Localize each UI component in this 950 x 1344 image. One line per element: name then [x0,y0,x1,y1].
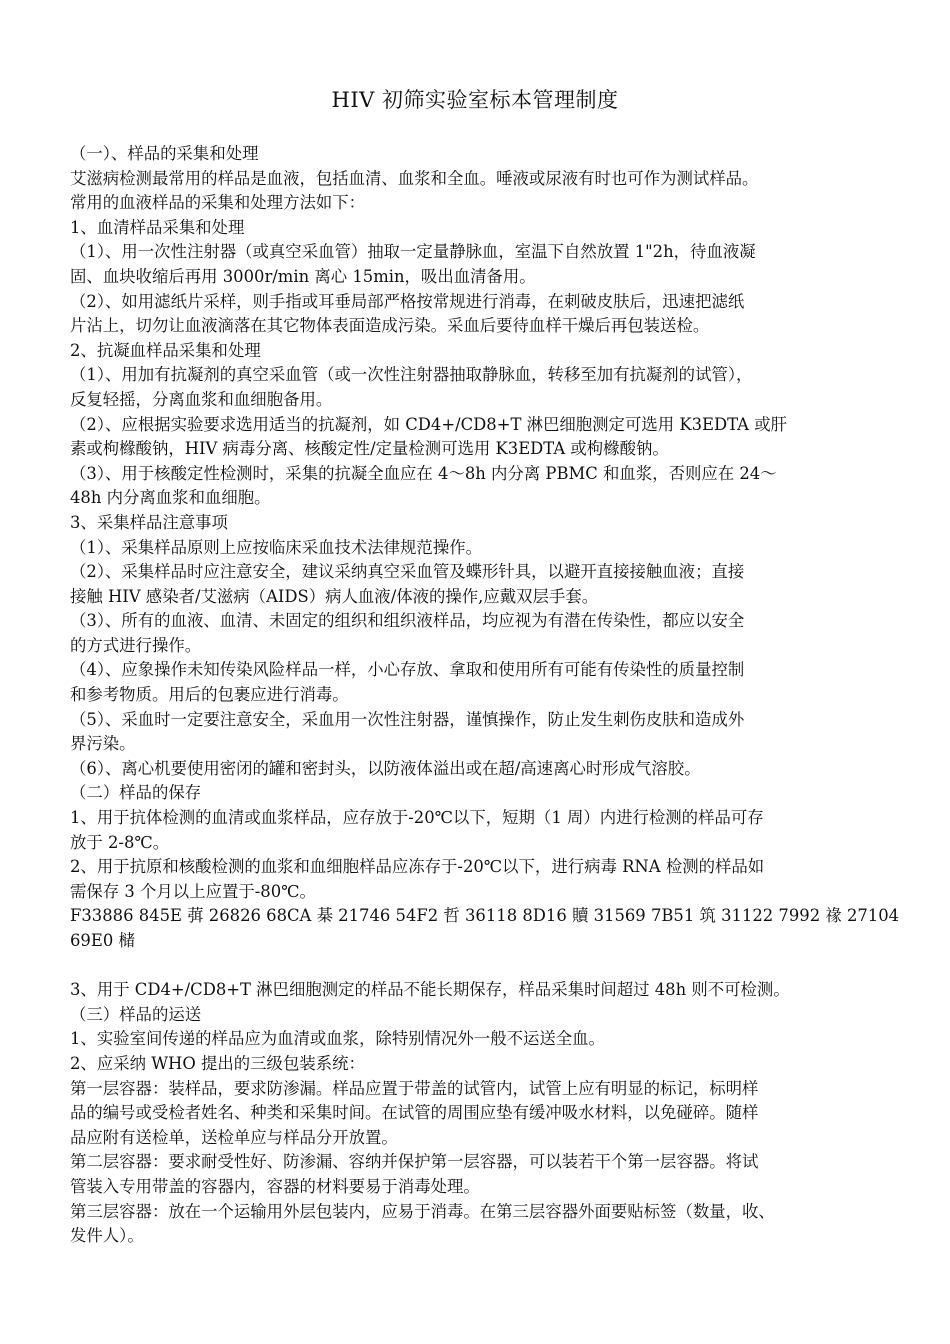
text-line: （1）、采集样品原则上应按临床采血技术法律规范操作。 [70,537,482,557]
text-line: 常用的血液样品的采集和处理方法如下： [70,193,366,213]
text-line: （1）、用加有抗凝剂的真空采血管（或一次性注射器抽取静脉血，转移至加有抗凝剂的试管）， [70,365,753,385]
text-line: 和参考物质。用后的包裹应进行消毒。 [70,685,349,705]
text-line: 2、抗凝血样品采集和处理 [70,340,261,360]
text-line: 48h 内分离血浆和血细胞。 [70,488,271,508]
text-line: 艾滋病检测最常用的样品是血液，包括血清、血浆和全血。唾液或尿液有时也可作为测试样品。 [70,168,759,188]
text-line: 的方式进行操作。 [70,635,202,655]
text-line: 3、采集样品注意事项 [70,512,228,532]
text-line: （一）、样品的采集和处理 [70,144,259,163]
text-line: （4）、应象操作未知传染风险样品一样，小心存放、拿取和使用所有可能有传染性的质量控制 [70,660,745,680]
text-line: 品应附有送检单，送检单应与样品分开放置。 [70,1127,398,1147]
text-line: 第一层容器：装样品，要求防渗漏。样品应置于带盖的试管内，试管上应有明显的标记，标明样 [70,1078,759,1098]
text-line: （三）样品的运送 [70,1004,202,1024]
text-line: 素或枸橼酸钠，HIV 病毒分离、核酸定性/定量检测可选用 K3EDTA 或枸橼酸钠。 [70,439,669,459]
text-line: 品的编号或受检者姓名、种类和采集时间。在试管的周围应垫有缓冲吸水材料，以免碰碎。随样 [70,1103,759,1123]
text-line: 发件人）。 [70,1226,144,1246]
text-line: 需保存 3 个月以上应置于-80℃。 [70,881,316,901]
text-line: （3）、用于核酸定性检测时，采集的抗凝全血应在 4～8h 内分离 PBMC 和血浆，否则应在 24～ [70,463,777,483]
text-line: 固、血块收缩后再用 3000r/min 离心 15min，吸出血清备用。 [70,266,536,286]
text-line: 界污染。 [70,734,136,754]
text-line: 放于 2-8℃。 [70,832,170,852]
text-line: 1、实验室间传递的样品应为血清或血浆，除特别情况外一般不运送全血。 [70,1029,605,1049]
text-line: （6）、离心机要使用密闭的罐和密封头，以防液体溢出或在超/高速离心时形成气溶胶。 [70,758,701,778]
text-line: F33886 845E 葞 26826 68CA 棊 21746 54F2 哲 36118 8D16 贖 31569 7B51 筑 31122 7992 禒 27104 [70,906,900,926]
text-line: 第二层容器：要求耐受性好、防渗漏、容纳并保护第一层容器，可以装若干个第一层容器。将试 [70,1152,759,1172]
text-line: 3、用于 CD4+/CD8+T 淋巴细胞测定的样品不能长期保存，样品采集时间超过 48h 则不可检测。 [70,980,790,1000]
text-line: （1）、用一次性注射器（或真空采血管）抽取一定量静脉血，室温下自然放置 1"2h，待血液凝 [70,242,756,262]
text-line: 2、用于抗原和核酸检测的血浆和血细胞样品应冻存于-20℃以下，进行病毒 RNA 检测的样品如 [70,857,765,877]
text-line: （二）样品的保存 [70,783,202,803]
text-line: 1、血清样品采集和处理 [70,217,245,237]
text-line: 69E0 槠 [70,931,135,950]
text-line: 片沾上，切勿让血液滴落在其它物体表面造成污染。采血后要待血样干燥后再包装送检。 [70,316,710,336]
text-line: 第三层容器：放在一个运输用外层包装内，应易于消毒。在第三层容器外面要贴标签（数量，收、 [70,1201,775,1221]
text-line: （5）、采血时一定要注意安全，采血用一次性注射器，谨慎操作，防止发生刺伤皮肤和造成外 [70,709,745,729]
text-line: （2）、采集样品时应注意安全，建议采纳真空采血管及蝶形针具，以避开直接接触血液；直接 [70,562,745,582]
blank-line [70,954,892,979]
document-body [70,142,900,1249]
text-line: （2）、应根据实验要求选用适当的抗凝剂，如 CD4+/CD8+T 淋巴细胞测定可选用 K3EDTA 或肝 [70,414,787,434]
document-title: HIV 初筛实验室标本管理制度 [331,88,619,112]
text-line: 接触 HIV 感染者/艾滋病（AIDS）病人血液/体液的操作,应戴双层手套。 [70,586,599,606]
text-line: （3）、所有的血液、血清、未固定的组织和组织液样品，均应视为有潜在传染性，都应以安全 [70,611,745,631]
text-line: 管装入专用带盖的容器内，容器的材料要易于消毒处理。 [70,1176,480,1196]
text-line: （2）、如用滤纸片采样，则手指或耳垂局部严格按常规进行消毒，在刺破皮肤后，迅速把滤纸 [70,291,745,311]
text-line: 反复轻摇，分离血浆和血细胞备用。 [70,389,333,409]
text-line: 1、用于抗体检测的血清或血浆样品，应存放于-20℃以下，短期（1 周）内进行检测的样品可存 [70,808,764,828]
text-line: 2、应采纳 WHO 提出的三级包装系统： [70,1053,365,1073]
